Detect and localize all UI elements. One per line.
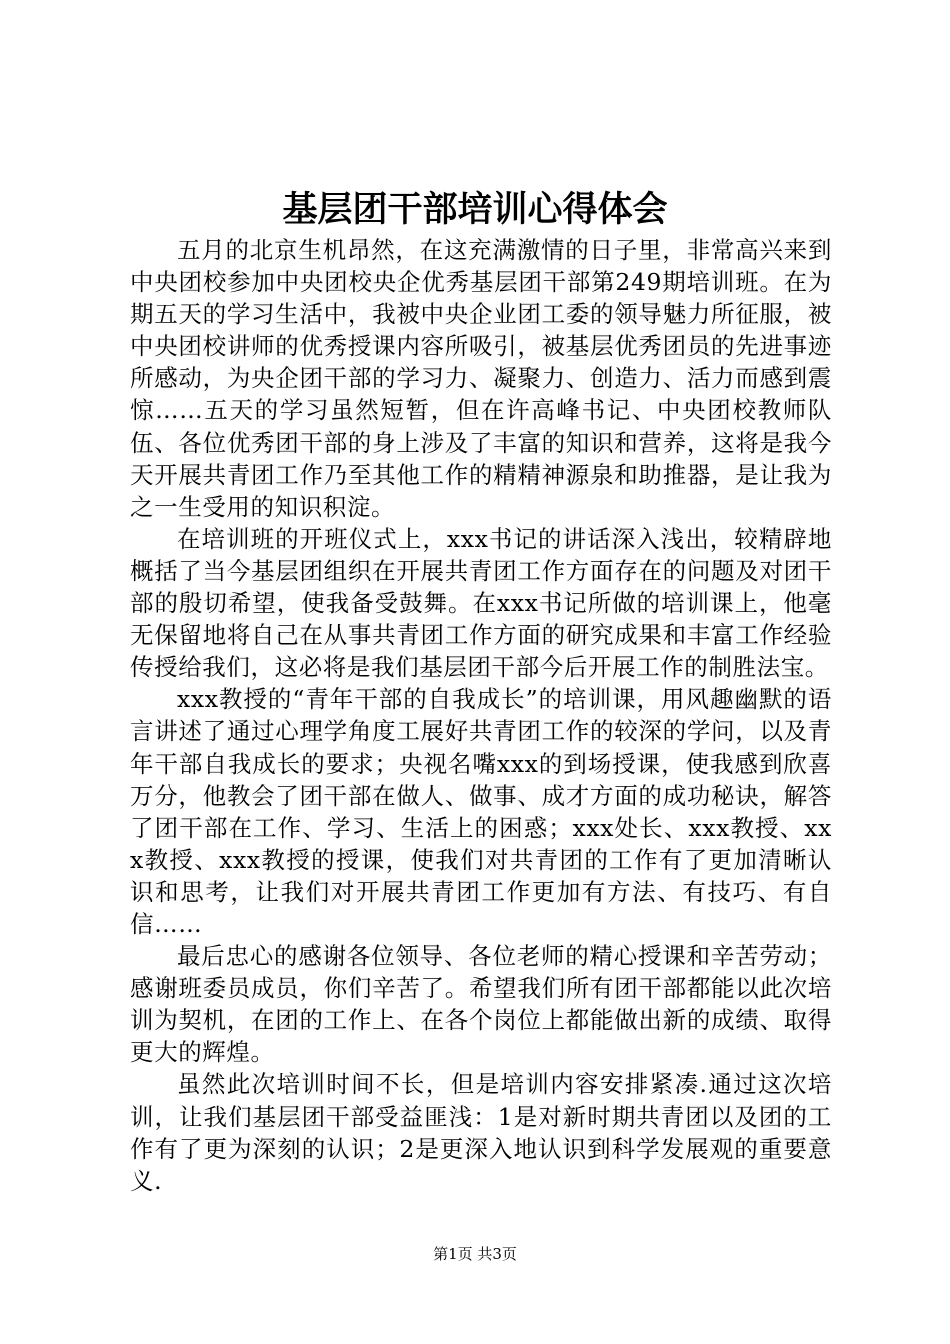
page-footer: 第1页 共3页 [433,1245,517,1263]
paragraph-4: 最后忠心的感谢各位领导、各位老师的精心授课和辛苦劳动；感谢班委员成员，你们辛苦了。希望我们所有团干部都能以此次培训为契机，在团的工作上、在各个岗位上都能做出新的成绩、取得更大的辉煌。 [130,942,832,1067]
document-body [130,234,832,1197]
paragraph-1: 五月的北京生机昂然，在这充满激情的日子里，非常高兴来到中央团校参加中央团校央企优秀基层团干部第249期培训班。在为期五天的学习生活中，我被中央企业团工委的领导魅力所征服，被中央团校讲师的优秀授课内容所吸引，被基层优秀团员的先进事迹所感动，为央企团干部的学习力、凝聚力、创造力、活力而感到震惊……五天的学习虽然短暂，但在许高峰书记、中央团校教师队伍、各位优秀团干部的身上涉及了丰富的知识和营养，这将是我今天开展共青团工作乃至其他工作的精精神源泉和助推器，是让我为之一生受用的知识积淀。 [130,236,832,521]
document-title: 基层团干部培训心得体会 [282,189,668,230]
paragraph-3: xxx教授的“青年干部的自我成长”的培训课，用风趣幽默的语言讲述了通过心理学角度工展好共青团工作的较深的学问，以及青年干部自我成长的要求；央视名嘴xxx的到场授课，使我感到欣喜万分，他教会了团干部在做人、做事、成才方面的成功秘诀，解答了团干部在工作、学习、生活上的困惑；xxx处长、xxx教授、xxx教授、xxx教授的授课，使我们对共青团的工作有了更加清晰认识和思考，让我们对开展共青团工作更加有方法、有技巧、有自信…… [130,685,832,938]
paragraph-5: 虽然此次培训时间不长，但是培训内容安排紧凑.通过这次培训，让我们基层团干部受益匪浅：1是对新时期共青团以及团的工作有了更为深刻的认识；2是更深入地认识到科学发展观的重要意义. [130,1070,832,1195]
paragraph-2: 在培训班的开班仪式上，xxx书记的讲话深入浅出，较精辟地概括了当今基层团组织在开展共青团工作方面存在的问题及对团干部的殷切希望，使我备受鼓舞。在xxx书记所做的培训课上，他毫无保留地将自己在从事共青团工作方面的研究成果和丰富工作经验传授给我们，这必将是我们基层团干部今后开展工作的制胜法宝。 [130,524,832,682]
